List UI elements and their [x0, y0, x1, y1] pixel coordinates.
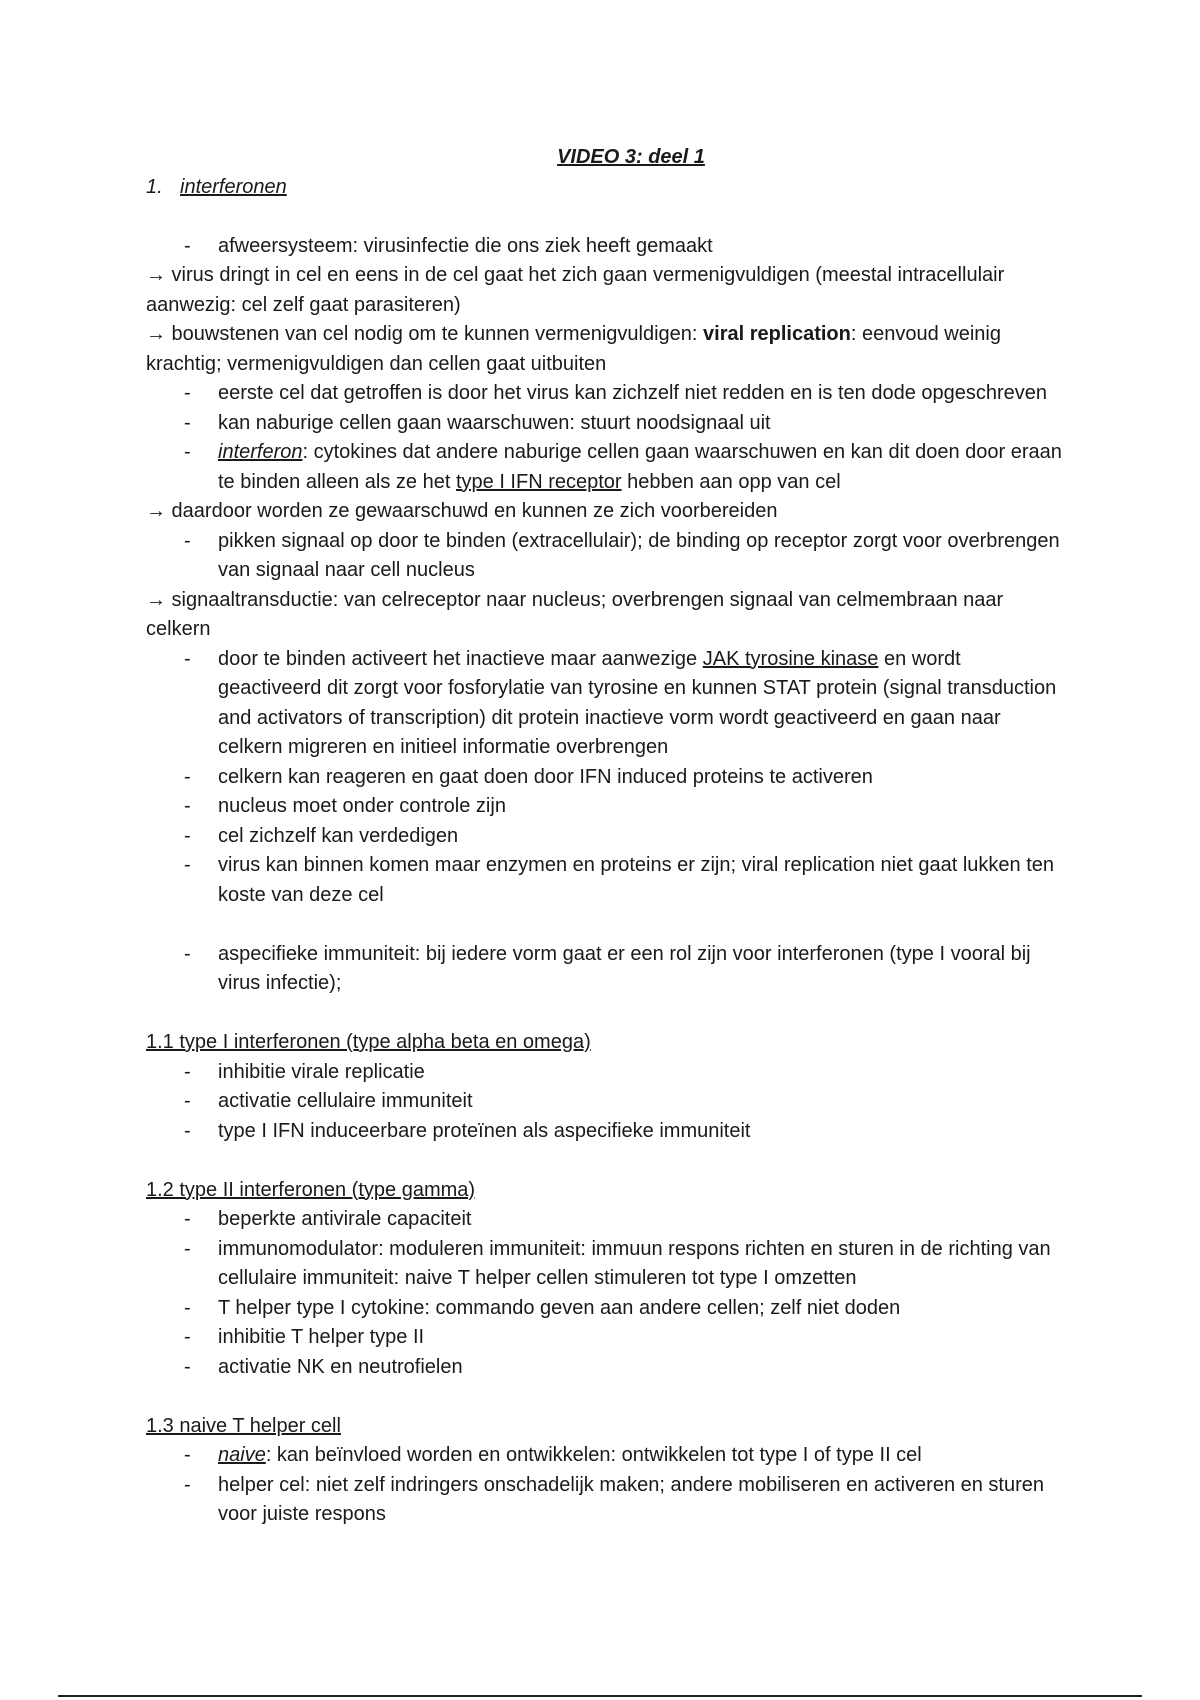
bullet-item: - celkern kan reageren en gaat doen door IFN induced proteins te activeren [184, 765, 873, 788]
list-item: - naive: kan beïnvloed worden en ontwikkelen: ontwikkelen tot type I of type II cel [184, 1444, 922, 1466]
list-item: - inhibitie T helper type II [184, 1326, 425, 1348]
bullet-item: - interferon: cytokines dat andere naburige cellen gaan waarschuwen en kan dit doen door eraan te binden alleen als ze het type I IFN receptor hebben aan opp van cel [184, 441, 1062, 493]
bullet-item: - nucleus moet onder controle zijn [184, 795, 506, 817]
spacer [146, 910, 1066, 940]
arrow-line: → virus dringt in cel en eens in de cel gaat het zich gaan vermenigvuldigen (meestal intracellulair aanwezig: cel zelf gaat parasiteren) [146, 264, 1005, 316]
spacer [146, 1146, 1066, 1176]
list-item: - type I IFN induceerbare proteïnen als aspecifieke immuniteit [184, 1119, 751, 1142]
list-item: - immunomodulator: moduleren immuniteit: immuun respons richten en sturen in de richting van cellulaire immuniteit: naive T helper cellen stimuleren tot type I omzetten [184, 1237, 1051, 1289]
spacer [146, 999, 1066, 1029]
arrow-line: → daardoor worden ze gewaarschuwd en kunnen ze zich voorbereiden [146, 500, 778, 522]
list-item: - beperkte antivirale capaciteit [184, 1208, 472, 1230]
list-item: - T helper type I cytokine: commando geven aan andere cellen; zelf niet doden [184, 1296, 901, 1319]
term-receptor: type I IFN receptor [455, 470, 622, 493]
list-item: - helper cel: niet zelf indringers onschadelijk maken; andere mobiliseren en activeren en sturen voor juiste respons [184, 1473, 1045, 1525]
arrow-line: → bouwstenen van cel nodig om te kunnen vermenigvuldigen: viral replication: eenvoud weinig krachtig; vermenigvuldigen dan cellen gaat uitbuiten [146, 323, 1001, 375]
spacer [146, 1382, 1066, 1412]
bullet-item: - kan naburige cellen gaan waarschuwen: stuurt noodsignaal uit [184, 411, 771, 434]
section-1-2-heading: 1.2 type II interferonen (type gamma) [146, 1178, 476, 1201]
term-jak-kinase: JAK tyrosine kinase [702, 647, 879, 670]
bullet-item: - aspecifieke immuniteit: bij iedere vorm gaat er een rol zijn voor interferonen (type I vooral bij virus infectie); [184, 942, 1031, 994]
arrow-line: → signaaltransductie: van celreceptor naar nucleus; overbrengen signaal van celmembraan naar celkern [146, 588, 1004, 640]
footer-divider [58, 1695, 1142, 1697]
section-title: interferonen [180, 175, 287, 198]
spacer [146, 202, 1066, 232]
bullet-item: - door te binden activeert het inactieve maar aanwezige JAK tyrosine kinase en wordt geactiveerd dit zorgt voor fosforylatie van tyrosine en kunnen STAT protein (signal transduction and activators of transcription) dit protein inactieve vorm wordt geactiveerd en gaan naar celkern migreren en initieel informatie overbrengen [184, 647, 1057, 758]
bullet-item: - pikken signaal op door te binden (extracellulair); de binding op receptor zorgt voor overbrengen van signaal naar cell nucleus [184, 529, 1060, 581]
bold-term: viral replication [703, 323, 851, 345]
bullet-item: - afweersysteem: virusinfectie die ons ziek heeft gemaakt [184, 234, 713, 257]
term-naive: naive [218, 1444, 266, 1466]
document-title: VIDEO 3: deel 1 [557, 146, 705, 168]
list-item: - activatie NK en neutrofielen [184, 1355, 463, 1378]
section-number: 1. [146, 175, 163, 198]
term-interferon: interferon [218, 441, 303, 463]
bullet-item: - cel zichzelf kan verdedigen [184, 824, 459, 847]
section-1-1-heading: 1.1 type I interferonen (type alpha beta en omega) [146, 1031, 591, 1053]
list-item: - activatie cellulaire immuniteit [184, 1090, 473, 1112]
list-item: - inhibitie virale replicatie [184, 1060, 425, 1083]
section-1-3-heading: 1.3 naive T helper cell [146, 1414, 341, 1437]
document-body [146, 143, 1066, 1530]
bullet-item: - eerste cel dat getroffen is door het virus kan zichzelf niet redden en is ten dode opgeschreven [184, 382, 1048, 404]
section-1-heading [146, 173, 1066, 203]
bullet-item: - virus kan binnen komen maar enzymen en proteins er zijn; viral replication niet gaat lukken ten koste van deze cel [184, 854, 1054, 906]
